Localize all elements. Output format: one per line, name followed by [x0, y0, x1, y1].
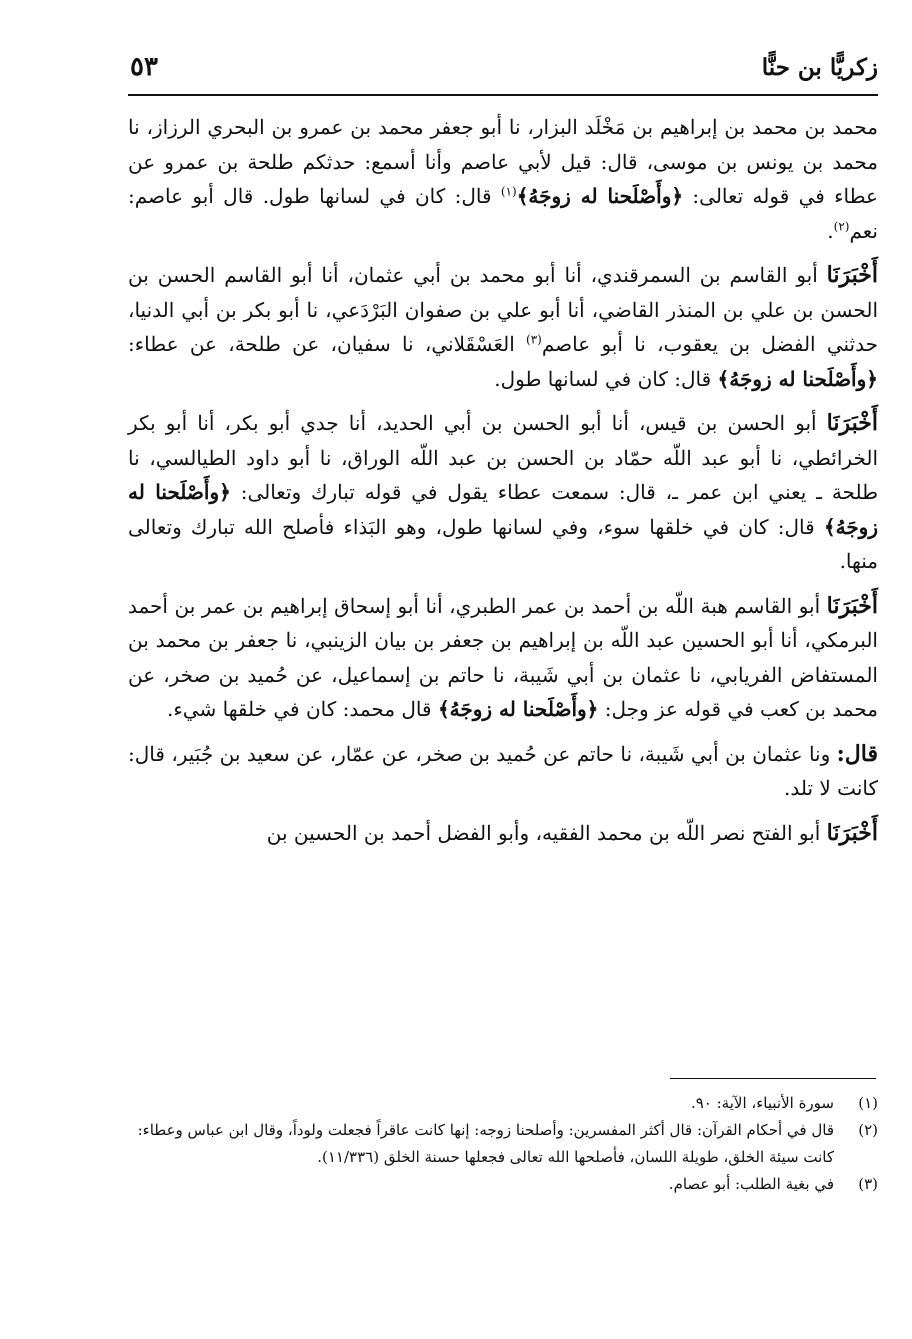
- paragraph-lead-word: أَخْبَرَنَا: [826, 410, 878, 436]
- footnote-ref[interactable]: (١): [500, 184, 517, 199]
- paragraph-text: قال: كان في خلقها سوء، وفي لسانها طول، وهو البَذاء فأصلح الله تبارك وتعالى منها.: [128, 514, 878, 573]
- paragraph-text: قال: كان في لسانها طول.: [494, 366, 718, 391]
- paragraph-6: [128, 816, 878, 851]
- paragraph-4: [128, 589, 878, 727]
- paragraph-lead-word: أَخْبَرَنَا: [826, 262, 878, 288]
- quran-verse: ﴿وأَصْلَحنا له زوجَهُ﴾: [128, 480, 878, 539]
- paragraph-text: العَسْقَلاني، نا سفيان، عن طلحة، عن عطاء:: [128, 332, 527, 356]
- running-title: زكريًّا بن حنًّا: [761, 54, 878, 81]
- paragraph-3: [128, 406, 878, 579]
- footnote-number: (٣): [858, 1175, 878, 1193]
- quran-verse: ﴿وأَصْلَحنا له زوجَهُ﴾: [717, 366, 878, 391]
- page-number: ٥٣: [130, 52, 158, 82]
- footnote-item: [128, 1090, 878, 1117]
- paragraph-text: أبو القاسم هبة اللّه بن أحمد بن عمر الطبري، أنا أبو إسحاق إبراهيم بن عمر بن أحمد البرمكي، أنا أبو الحسين عبد اللّه بن إبراهيم بن جعفر بن بيان الزينبي، نا جعفر بن محمد بن المستفاض الفريابي، نا عثمان بن أبي شَيبة، نا حاتم بن إسماعيل، عن حُميد بن صخر، عن محمد بن كعب في قوله عز وجل:: [128, 593, 878, 721]
- paragraph-lead-word: قال:: [836, 740, 878, 767]
- paragraph-text: أبو الحسن بن قيس، أنا أبو الحسن بن أبي الحديد، أنا جدي أبو بكر، أنا أبو بكر الخرائطي، نا أبو عبد اللّه حمّاد بن الحسن بن عبد اللّه الوراق، نا أبو داود الطيالسي، نا طلحة ـ يعني ابن عمر ـ، قال: سمعت عطاء يقول في قوله تبارك وتعالى:: [128, 411, 879, 504]
- paragraph-2: [128, 258, 878, 396]
- page-header: [130, 50, 878, 92]
- paragraph-1: [128, 110, 878, 248]
- footnote-item: [128, 1171, 878, 1198]
- footnotes: [128, 1090, 878, 1198]
- footnote-item: [128, 1117, 878, 1171]
- footnote-separator: [670, 1078, 876, 1079]
- footnote-number: (٢): [858, 1121, 878, 1139]
- paragraph-lead-word: أَخْبَرَنَا: [826, 592, 878, 619]
- paragraph-text: أبو الفتح نصر اللّه بن محمد الفقيه، وأبو الفضل أحمد بن الحسين بن: [266, 820, 827, 845]
- paragraph-5: [128, 737, 878, 806]
- footnote-text: في بغية الطلب: أبو عصام.: [668, 1175, 834, 1193]
- paragraph-lead-word: أَخْبَرَنَا: [826, 819, 878, 846]
- quran-verse: ﴿وأَصْلَحنا له زوجَهُ﴾: [516, 184, 684, 208]
- paragraph-text: قال محمد: كان في خلقها شيء.: [167, 697, 438, 721]
- paragraph-text: قال: كان في لسانها طول. قال أبو عاصم: نعم: [128, 184, 878, 243]
- quran-verse: ﴿وأَصْلَحنا له زوجَهُ﴾: [437, 697, 599, 721]
- paragraph-text: .: [827, 218, 834, 243]
- footnote-ref[interactable]: (٣): [526, 332, 542, 347]
- paragraph-text: محمد بن محمد بن إبراهيم بن مَخْلَد البزار، نا أبو جعفر محمد بن عمرو بن البحري الرزاز، نا محمد بن يونس بن موسى، قال: قيل لأبي عاصم وأنا أسمع: حدثكم طلحة بن عمرو عن عطاء في قوله تعالى:: [128, 115, 879, 208]
- footnote-text: سورة الأنبياء، الآية: ٩٠.: [690, 1094, 834, 1112]
- header-rule: [128, 94, 878, 96]
- main-text: [128, 110, 878, 860]
- paragraph-text: ونا عثمان بن أبي شَيبة، نا حاتم عن حُميد بن صخر، عن عمّار، عن سعيد بن جُبَير، قال: كانت لا تلد.: [128, 741, 878, 800]
- paragraph-text: أبو القاسم بن السمرقندي، أنا أبو محمد بن أبي عثمان، أنا أبو القاسم الحسن بن الحسن بن علي بن المنذر القاضي، أنا أبو علي بن صفوان البَرْدَعي، نا أبو بكر بن أبي الدنيا، حدثني الفضل بن يعقوب، نا أبو عاصم: [128, 263, 878, 356]
- footnote-text: قال في أحكام القرآن: قال أكثر المفسرين: وأصلحنا زوجه: إنها كانت عاقراً فجعلت ولوداً، وقال ابن عباس وعطاء: كانت سيئة الخلق، طويلة اللسان، فأصلحها الله تعالى فجعلها حسنة الخلق (١١/٣٣٦).: [137, 1121, 834, 1166]
- footnote-number: (١): [858, 1094, 878, 1112]
- footnote-ref[interactable]: (٢): [833, 218, 850, 233]
